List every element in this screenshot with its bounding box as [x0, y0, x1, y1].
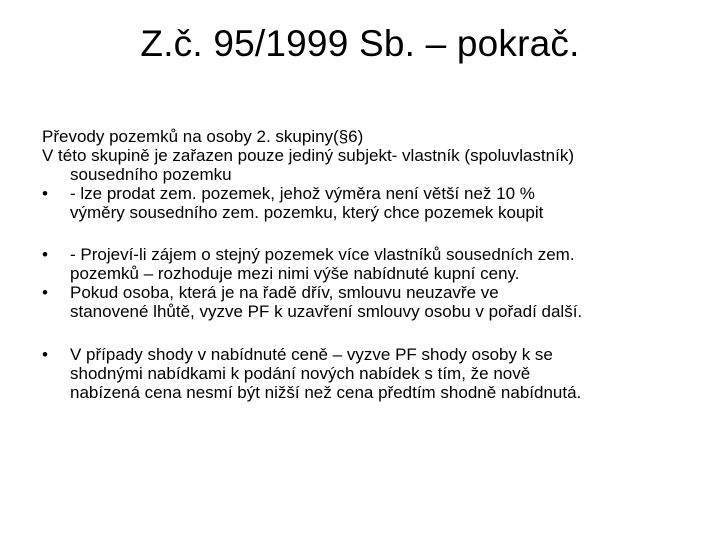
bullet-line — [42, 203, 702, 222]
bullet-text: výměry sousedního zem. pozemku, který chce pozemek koupit — [70, 203, 544, 222]
bullet-text: V případy shody v nabídnuté ceně – vyzve PF shody osoby k se — [70, 345, 553, 364]
bullet-line — [42, 364, 702, 383]
bullet-line — [42, 264, 702, 283]
paragraph-line: V této skupině je zařazen pouze jediný subjekt- vlastník (spoluvlastník) — [42, 146, 574, 165]
bullet-text: nabízená cena nesmí být nižší než cena předtím shodně nabídnutá. — [70, 383, 582, 402]
bullet-text: shodnými nabídkami k podání nových nabídek s tím, že nově — [70, 364, 531, 383]
bullet-item — [42, 345, 702, 402]
bullet-line — [42, 184, 702, 203]
bullet-item — [42, 283, 702, 321]
bullet-icon: • — [42, 345, 48, 364]
bullet-text: - Projeví-li zájem o stejný pozemek více vlastníků sousedních zem. — [70, 245, 575, 264]
bullet-item — [42, 245, 702, 283]
bullet-line — [42, 345, 702, 364]
bullet-text: pozemků – rozhoduje mezi nimi výše nabídnuté kupní ceny. — [70, 264, 520, 283]
bullet-text: stanovené lhůtě, vyzve PF k uzavření smlouvy osobu v pořadí další. — [70, 302, 583, 321]
bullet-icon: • — [42, 245, 48, 264]
bullet-text: Pokud osoba, která je na řadě dřív, smlouvu neuzavře ve — [70, 283, 499, 302]
paragraph-line: sousedního pozemku — [70, 165, 232, 184]
bullet-item — [42, 184, 702, 222]
bullet-line — [42, 245, 702, 264]
bullet-icon: • — [42, 283, 48, 302]
bullet-line — [42, 302, 702, 321]
bullet-icon: • — [42, 184, 48, 203]
bullet-line — [42, 383, 702, 402]
paragraph-line: Převody pozemků na osoby 2. skupiny(§6) — [42, 127, 364, 146]
bullet-text: - lze prodat zem. pozemek, jehož výměra není větší než 10 % — [70, 184, 535, 203]
slide-title: Z.č. 95/1999 Sb. – pokrač. — [140, 23, 580, 64]
bullet-line — [42, 283, 702, 302]
slide-body — [42, 127, 702, 402]
